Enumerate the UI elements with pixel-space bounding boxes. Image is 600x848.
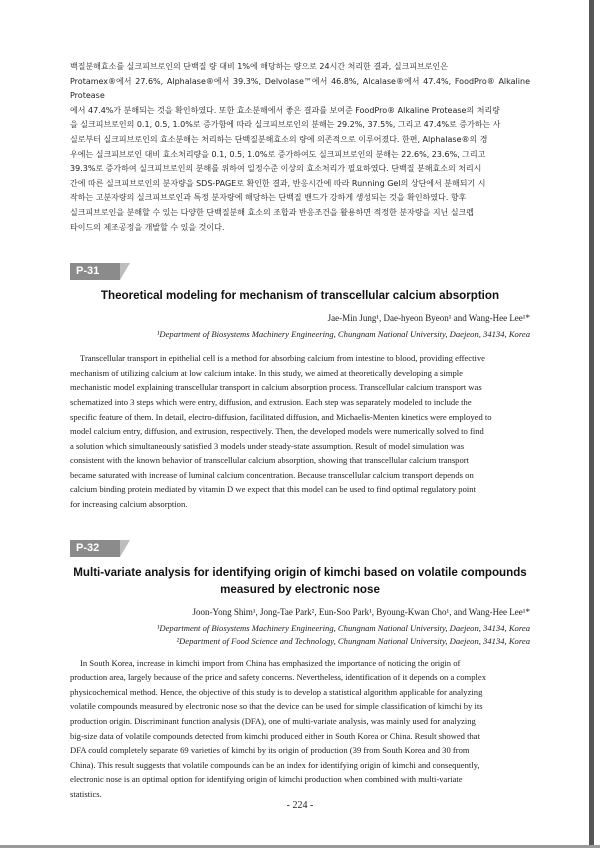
text-line: became saturated with increase of luminal calcium concentration. Because transcellular calcium transport depends on: [70, 469, 474, 480]
text-line: production area, largely because of the price and safety concerns. Nevertheless, identification of it depends on a complex: [70, 672, 486, 683]
abstract-title-p32: [70, 564, 530, 598]
text-line: big-size data of volatile compounds detected from kimchi produced either in South Korea or China. Result showed that: [70, 730, 481, 741]
text-line: calcium binding protein mediated by vitamin D we expect that this model can be used to find optimal regulatory point: [70, 484, 476, 495]
title-line: measured by electronic nose: [220, 582, 380, 596]
affiliation-p32-1: ¹Department of Biosystems Machinery Engineering, Chungnam National University, Daejeon, 34134, Korea: [156, 622, 530, 633]
text-line: 타이드의 제조공정을 개발할 수 있을 것이다.: [70, 222, 225, 232]
text-line: China). This result suggests that volatile compounds can be an index for identifying origin of kimchi and consequently,: [70, 759, 480, 770]
text-line: mechanism of utilizing calcium at low calcium intake. In this study, we aimed at theoretically developing a simple: [70, 367, 463, 378]
text-line: Protamex®에서 27.6%, Alphalase®에서 39.3%, Delvolase™에서 46.8%, Alcalase®에서 47.4%, FoodPro® Alkaline Protease: [70, 76, 530, 101]
text-line: 우에는 실크피브로인 대비 효소처리량을 0.1, 0.5, 1.0%로 증가하여도 실크피브로인의 분해는 22.6%, 23.6%, 그리고: [70, 149, 486, 159]
text-line: DFA could completely separate 69 varieties of kimchi by its origin of production (39 from South Korea and 30 from: [70, 745, 470, 756]
text-line: 에서 47.4%가 분해되는 것을 확인하였다. 또한 효소분해에서 좋은 결과를 보여준 FoodPro® Alkaline Protease의 처리량: [70, 105, 500, 115]
text-line: 백질분해효소를 실크피브로인의 단백질 량 대비 1%에 해당하는 량으로 24시간 처리한 결과, 실크피브로인은: [70, 62, 448, 71]
badge-tail-shape: [120, 540, 130, 557]
text-line: electronic nose is an optimal option for identifying origin of kimchi production when combined with multi-variate: [70, 774, 463, 785]
text-line: consistent with the known behavior of transcellular calcium absorption, showing that transcellular calcium transport: [70, 455, 470, 466]
text-line: statistics.: [70, 789, 102, 799]
text-line: model calcium entry, diffusion, and extrusion, respectively. Then, the developed models were numerically solved to find: [70, 426, 484, 437]
text-line: In South Korea, increase in kimchi import from China has emphasized the importance of noticing the origin of: [80, 657, 461, 668]
text-line: 39.3%로 증가하여 실크피브로인의 분해를 위하여 일정수준 이상의 효소처리가 필요하였다. 단백질 분해효소의 처리시: [70, 164, 482, 174]
text-line: for increasing calcium absorption.: [70, 499, 188, 510]
badge-tail-shape: [120, 263, 130, 280]
text-line: specific feature of them. In detail, electro-diffusion, facilitated diffusion, and Michaelis-Menten kinetics were employed to: [70, 411, 492, 422]
abstract-title-p31: Theoretical modeling for mechanism of transcellular calcium absorption: [100, 289, 500, 303]
text-line: mechanistic model explaining transcellular transport in calcium absorption process. Transcellular calcium transport was: [70, 382, 482, 393]
text-line: 작하는 고분자량의 실크피브로인과 특정 분자량에 해당하는 단백질 밴드가 강하게 생성되는 것을 확인하였다. 향후: [70, 193, 467, 203]
badge-label: P-32: [70, 540, 120, 557]
text-line: 실크피브로인을 분해할 수 있는 다양한 단백질분해 효소의 조합과 반응조건을 활용하면 적정한 분자량을 지닌 실크펩: [70, 207, 474, 217]
text-line: 을 실크피브로인의 0.1, 0.5, 1.0%로 증가함에 따라 실크피브로인의 분해는 29.2%, 37.5%, 그리고 47.4%로 증가하는 사: [70, 120, 501, 130]
badge-label: P-31: [70, 263, 120, 280]
text-line: physicochemical method. Hence, the objective of this study is to develop a statistical algorithm applicable for analyzing: [70, 686, 483, 697]
page-number: - 224 -: [286, 800, 314, 811]
page-right-border: [589, 0, 594, 848]
text-line: a solution which simultaneously satisfied 3 models under steady-state assumption. Result of model simulation was: [70, 440, 465, 451]
abstract-body-p31: [70, 351, 530, 512]
abstract-badge-p32: [70, 540, 530, 558]
text-line: production origin. Discriminant function analysis (DFA), one of multi-variate analysis, was mainly used for analyzing: [70, 716, 476, 727]
text-line: Transcellular transport in epithelial cell is a method for absorbing calcium from intestine to blood, providing effective: [80, 353, 485, 364]
affiliation-p31: ¹Department of Biosystems Machinery Engineering, Chungnam National University, Daejeon, 34134, Korea: [156, 329, 530, 340]
text-line: volatile compounds measured by electronic nose so that the device can be used for simple classification of kimchi by its: [70, 701, 483, 712]
affiliation-p32-2: ²Department of Food Science and Technology, Chungnam National University, Daejeon, 34134, Korea: [176, 635, 530, 646]
authors-p32: Joon-Yong Shim¹, Jong-Tae Park², Eun-Soo Park¹, Byoung-Kwan Cho¹, and Wang-Hee Lee¹*: [192, 606, 530, 617]
authors-p31: Jae-Min Jung¹, Dae-hyeon Byeon¹ and Wang-Hee Lee¹*: [327, 313, 530, 324]
text-line: 실로부터 실크피브로인의 효소분해는 처리하는 단백질분해효소의 량에 의존적으로 이루어졌다. 한편, Alphalase®의 경: [70, 134, 488, 144]
title-line: Multi-variate analysis for identifying origin of kimchi based on volatile compounds: [73, 565, 527, 579]
text-line: 간에 따른 실크피브로인의 분자량을 SDS-PAGE로 확인한 결과, 반응시간에 따라 Running Gel의 상단에서 분해되기 시: [70, 178, 486, 188]
abstract-body-p32: [70, 656, 530, 802]
page-content: [70, 60, 530, 802]
text-line: schematized into 3 steps which were entry, diffusion, and extrusion. Each step was separately modeled to include the: [70, 396, 472, 407]
abstract-badge-p31: [70, 263, 530, 281]
korean-paragraph: [70, 60, 530, 235]
